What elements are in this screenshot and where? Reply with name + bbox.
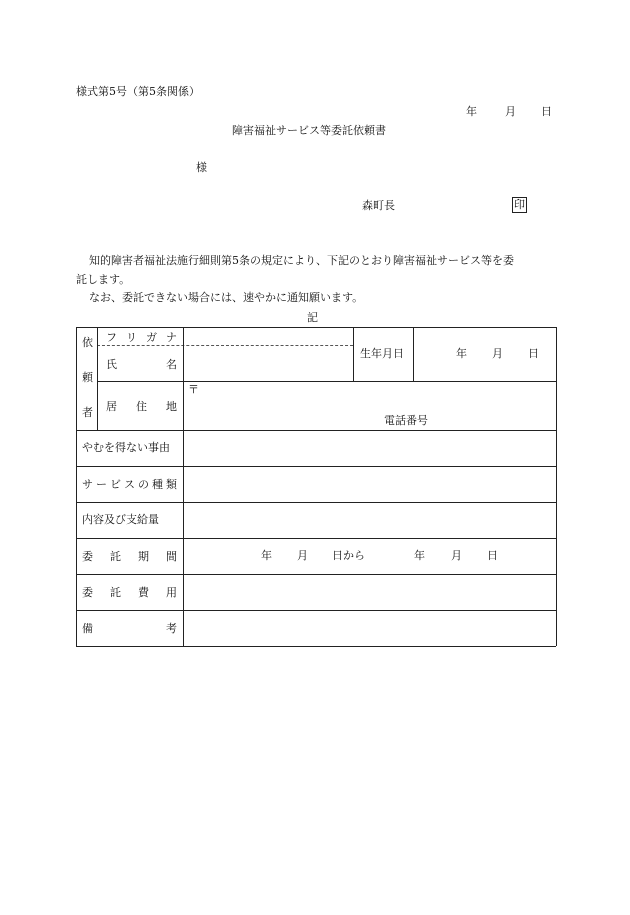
seal-stamp: 印: [514, 198, 525, 211]
content-field[interactable]: [184, 503, 555, 537]
period-end-month: 月: [451, 549, 462, 562]
period-start-year: 年: [261, 549, 272, 562]
body-text-line-1: 知的障害者福祉法施行細則第5条の規定により、下記のとおり障害福祉サービス等を委: [89, 254, 514, 267]
name-label: 氏 名: [106, 358, 177, 371]
reason-label: やむを得ない事由: [82, 441, 170, 454]
requester-label-3: 者: [82, 406, 93, 419]
addressee-suffix: 様: [196, 161, 207, 174]
requester-label-2: 頼: [82, 371, 93, 384]
address-field[interactable]: [200, 383, 550, 411]
requester-label-1: 依: [82, 336, 93, 349]
form-number: 様式第5号（第5条関係）: [76, 85, 200, 98]
body-text-line-2: 託します。: [76, 273, 131, 286]
service-type-label: サ ー ビ ス の 種 類: [82, 478, 177, 491]
document-title: 障害福祉サービス等委託依頼書: [232, 124, 386, 137]
service-type-field[interactable]: [184, 467, 555, 501]
furigana-label: フ リ ガ ナ: [106, 330, 177, 344]
birth-year: 年: [456, 347, 467, 360]
period-end-day: 日: [487, 549, 498, 562]
fee-field[interactable]: [184, 575, 555, 609]
period-start-day: 日から: [332, 549, 365, 562]
header-date-day: 日: [541, 105, 552, 118]
ki-heading: 記: [307, 311, 318, 324]
content-label: 内容及び支給量: [82, 513, 159, 526]
furigana-field[interactable]: [184, 328, 352, 344]
address-label: 居 住 地: [106, 400, 177, 413]
period-label: 委 託 期 間: [82, 550, 177, 563]
birth-month: 月: [492, 347, 503, 360]
reason-field[interactable]: [184, 431, 555, 465]
phone-label: 電話番号: [384, 414, 428, 427]
period-end-year: 年: [414, 549, 425, 562]
postal-mark: 〒: [188, 383, 199, 396]
remarks-label: 備 考: [82, 622, 177, 635]
period-start-month: 月: [297, 549, 308, 562]
name-field[interactable]: [184, 347, 352, 380]
remarks-field[interactable]: [184, 611, 555, 645]
sender-name: 森町長: [362, 199, 395, 212]
header-date-year: 年: [466, 105, 477, 118]
body-text-line-3: なお、委託できない場合には、速やかに通知願います。: [89, 291, 364, 304]
birth-day: 日: [528, 347, 539, 360]
fee-label: 委 託 費 用: [82, 586, 177, 599]
birthdate-label: 生年月日: [360, 347, 404, 360]
header-date-month: 月: [505, 105, 516, 118]
